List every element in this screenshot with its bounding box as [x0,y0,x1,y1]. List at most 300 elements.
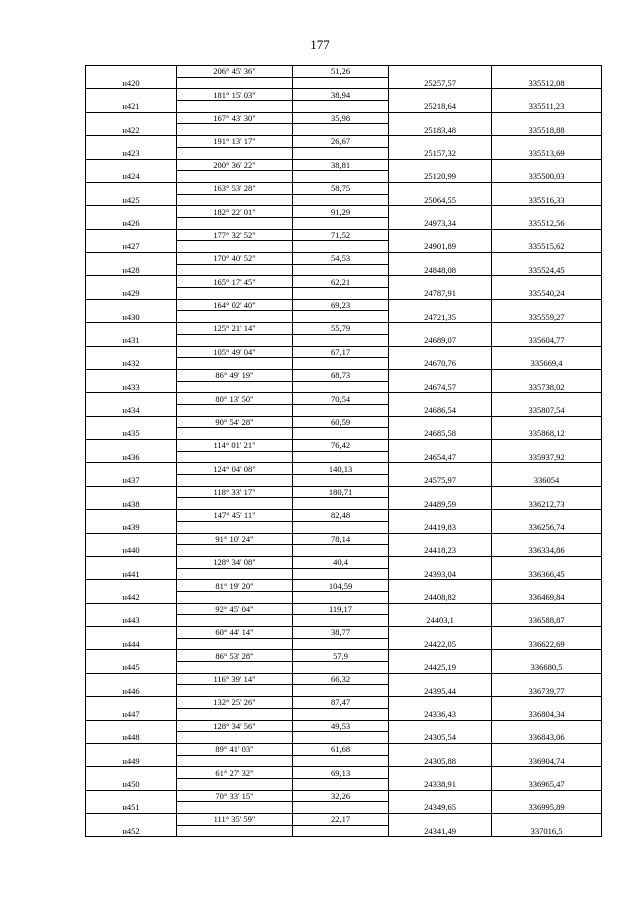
segment-length-cell: 51,26 [293,66,389,78]
segment-row [86,369,602,381]
point-name-cell: н424 [86,171,177,183]
empty-cell [492,673,602,685]
segment-length-cell: 35,98 [293,112,389,124]
empty-cell [177,615,293,627]
point-row [86,264,602,276]
empty-cell [177,475,293,487]
segment-length-cell: 38,81 [293,159,389,171]
empty-cell [86,510,177,522]
empty-cell [389,556,492,568]
empty-cell [389,720,492,732]
segment-length-cell: 60,59 [293,416,389,428]
empty-cell [293,662,389,674]
coordinate-y-cell: 337016,5 [492,825,602,837]
empty-cell [389,346,492,358]
point-row [86,591,602,603]
segment-length-cell: 67,17 [293,346,389,358]
empty-cell [492,603,602,615]
empty-cell [86,346,177,358]
empty-cell [293,568,389,580]
empty-cell [177,591,293,603]
point-name-cell: н420 [86,77,177,89]
empty-cell [492,229,602,241]
point-name-cell: н431 [86,334,177,346]
point-name-cell: н452 [86,825,177,837]
empty-cell [177,568,293,580]
empty-cell [293,194,389,206]
empty-cell [389,299,492,311]
empty-cell [86,603,177,615]
coordinate-x-cell: 24305,54 [389,732,492,744]
direction-angle-cell: 60° 44' 14" [177,627,293,639]
direction-angle-cell: 167° 43' 30" [177,112,293,124]
direction-angle-cell: 81° 19' 20" [177,580,293,592]
empty-cell [389,790,492,802]
empty-cell [492,440,602,452]
segment-row [86,510,602,522]
empty-cell [293,404,389,416]
segment-length-cell: 69,23 [293,299,389,311]
empty-cell [389,66,492,78]
coordinate-x-cell: 25064,55 [389,194,492,206]
segment-row [86,346,602,358]
coordinate-y-cell: 336366,45 [492,568,602,580]
segment-length-cell: 82,48 [293,510,389,522]
coordinate-y-cell: 336965,47 [492,778,602,790]
point-row [86,755,602,767]
segment-length-cell: 71,52 [293,229,389,241]
coordinate-x-cell: 24403,1 [389,615,492,627]
empty-cell [492,510,602,522]
point-name-cell: н439 [86,521,177,533]
point-row [86,615,602,627]
page-number: 177 [310,37,330,52]
point-name-cell: н444 [86,638,177,650]
coordinate-x-cell: 24901,89 [389,241,492,253]
empty-cell [293,241,389,253]
point-name-cell: н451 [86,802,177,814]
point-row [86,498,602,510]
empty-cell [492,253,602,265]
segment-length-cell: 119,17 [293,603,389,615]
point-name-cell: н423 [86,147,177,159]
empty-cell [177,288,293,300]
empty-cell [293,685,389,697]
empty-cell [389,182,492,194]
empty-cell [293,545,389,557]
coordinate-y-cell: 336739,77 [492,685,602,697]
coordinate-x-cell: 24338,91 [389,778,492,790]
empty-cell [293,802,389,814]
direction-angle-cell: 61° 27' 32" [177,767,293,779]
direction-angle-cell: 114° 01' 21" [177,440,293,452]
empty-cell [86,66,177,78]
empty-cell [177,77,293,89]
point-name-cell: н437 [86,475,177,487]
segment-row [86,463,602,475]
point-name-cell: н429 [86,288,177,300]
coordinate-y-cell: 335511,23 [492,101,602,113]
empty-cell [389,580,492,592]
coordinate-y-cell: 335807,54 [492,404,602,416]
segment-length-cell: 87,47 [293,697,389,709]
segment-length-cell: 26,67 [293,136,389,148]
segment-row [86,182,602,194]
point-row [86,732,602,744]
empty-cell [389,767,492,779]
segment-length-cell: 70,54 [293,393,389,405]
empty-cell [389,486,492,498]
empty-cell [492,346,602,358]
coordinate-x-cell: 24419,83 [389,521,492,533]
segment-length-cell: 61,68 [293,743,389,755]
point-row [86,241,602,253]
empty-cell [293,147,389,159]
segment-length-cell: 55,79 [293,323,389,335]
coordinate-x-cell: 24686,54 [389,404,492,416]
segment-length-cell: 180,71 [293,486,389,498]
empty-cell [389,743,492,755]
segment-row [86,112,602,124]
segment-length-cell: 40,4 [293,556,389,568]
direction-angle-cell: 89° 41' 03" [177,743,293,755]
point-name-cell: н445 [86,662,177,674]
coordinate-x-cell: 24685,58 [389,428,492,440]
empty-cell [293,381,389,393]
empty-cell [389,533,492,545]
point-row [86,428,602,440]
segment-length-cell: 66,32 [293,673,389,685]
coordinate-x-cell: 24408,82 [389,591,492,603]
empty-cell [293,732,389,744]
point-row [86,194,602,206]
point-row [86,311,602,323]
segment-row [86,580,602,592]
coordinate-y-cell: 336212,73 [492,498,602,510]
empty-cell [293,475,389,487]
direction-angle-cell: 91° 10' 24" [177,533,293,545]
direction-angle-cell: 70° 33' 15" [177,790,293,802]
point-name-cell: н422 [86,124,177,136]
empty-cell [492,66,602,78]
segment-row [86,253,602,265]
segment-row [86,767,602,779]
coordinate-x-cell: 24489,59 [389,498,492,510]
empty-cell [492,182,602,194]
segment-row [86,673,602,685]
empty-cell [492,89,602,101]
empty-cell [177,404,293,416]
coordinate-y-cell: 336804,34 [492,708,602,720]
coordinate-y-cell: 335516,33 [492,194,602,206]
point-name-cell: н432 [86,358,177,370]
direction-angle-cell: 191° 13' 17" [177,136,293,148]
point-row [86,124,602,136]
empty-cell [177,334,293,346]
empty-cell [492,159,602,171]
segment-length-cell: 68,73 [293,369,389,381]
point-row [86,778,602,790]
coordinate-y-cell: 335559,27 [492,311,602,323]
direction-angle-cell: 92° 45' 04" [177,603,293,615]
coordinate-y-cell: 335540,24 [492,288,602,300]
point-name-cell: н447 [86,708,177,720]
direction-angle-cell: 111° 35' 59" [177,814,293,826]
empty-cell [177,662,293,674]
coordinate-y-cell: 336334,86 [492,545,602,557]
empty-cell [86,440,177,452]
empty-cell [177,498,293,510]
empty-cell [177,778,293,790]
empty-cell [177,428,293,440]
segment-row [86,650,602,662]
segment-length-cell: 57,9 [293,650,389,662]
empty-cell [389,369,492,381]
empty-cell [293,264,389,276]
point-name-cell: н438 [86,498,177,510]
segment-row [86,440,602,452]
coordinate-y-cell: 335512,56 [492,217,602,229]
point-name-cell: н441 [86,568,177,580]
empty-cell [389,627,492,639]
empty-cell [86,369,177,381]
empty-cell [177,685,293,697]
coordinate-y-cell: 336469,84 [492,591,602,603]
coordinate-y-cell: 336995,89 [492,802,602,814]
empty-cell [177,732,293,744]
segment-row [86,486,602,498]
point-name-cell: н433 [86,381,177,393]
coordinate-x-cell: 25218,64 [389,101,492,113]
segment-length-cell: 76,42 [293,440,389,452]
empty-cell [293,451,389,463]
coordinate-x-cell: 24336,43 [389,708,492,720]
segment-length-cell: 58,75 [293,182,389,194]
empty-cell [293,77,389,89]
direction-angle-cell: 90° 54' 28" [177,416,293,428]
empty-cell [86,112,177,124]
empty-cell [389,136,492,148]
segment-row [86,66,602,78]
empty-cell [86,814,177,826]
coordinate-x-cell: 25120,99 [389,171,492,183]
empty-cell [389,463,492,475]
direction-angle-cell: 165° 17' 45" [177,276,293,288]
segment-length-cell: 62,21 [293,276,389,288]
coordinate-y-cell: 335500,03 [492,171,602,183]
empty-cell [177,171,293,183]
empty-cell [177,358,293,370]
point-row [86,662,602,674]
empty-cell [86,556,177,568]
coordinate-x-cell: 24670,76 [389,358,492,370]
segment-row [86,323,602,335]
empty-cell [293,755,389,767]
direction-angle-cell: 163° 53' 28" [177,182,293,194]
empty-cell [389,276,492,288]
coordinate-x-cell: 25183,48 [389,124,492,136]
empty-cell [389,440,492,452]
empty-cell [492,323,602,335]
point-row [86,101,602,113]
empty-cell [86,486,177,498]
point-name-cell: н435 [86,428,177,440]
empty-cell [293,778,389,790]
segment-length-cell: 38,77 [293,627,389,639]
segment-row [86,533,602,545]
empty-cell [177,124,293,136]
segment-length-cell: 38,94 [293,89,389,101]
empty-cell [177,217,293,229]
segment-length-cell: 54,53 [293,253,389,265]
empty-cell [389,416,492,428]
empty-cell [86,299,177,311]
empty-cell [86,743,177,755]
empty-cell [389,673,492,685]
empty-cell [492,416,602,428]
segment-row [86,276,602,288]
direction-angle-cell: 118° 33' 17" [177,486,293,498]
empty-cell [86,767,177,779]
direction-angle-cell: 128° 34' 08" [177,556,293,568]
coordinate-x-cell: 24575,97 [389,475,492,487]
empty-cell [389,253,492,265]
empty-cell [492,299,602,311]
coordinate-y-cell: 335868,12 [492,428,602,440]
empty-cell [177,708,293,720]
empty-cell [389,159,492,171]
point-row [86,381,602,393]
point-name-cell: н443 [86,615,177,627]
empty-cell [293,334,389,346]
empty-cell [293,171,389,183]
empty-cell [177,825,293,837]
empty-cell [389,650,492,662]
empty-cell [86,650,177,662]
coordinate-y-cell: 335515,62 [492,241,602,253]
empty-cell [86,580,177,592]
empty-cell [177,521,293,533]
empty-cell [86,136,177,148]
segment-row [86,159,602,171]
segment-length-cell: 91,29 [293,206,389,218]
empty-cell [492,650,602,662]
coordinates-table-body [86,66,602,837]
direction-angle-cell: 181° 15' 03" [177,89,293,101]
point-name-cell: н442 [86,591,177,603]
empty-cell [86,159,177,171]
empty-cell [492,486,602,498]
coordinate-x-cell: 24422,05 [389,638,492,650]
point-name-cell: н440 [86,545,177,557]
empty-cell [492,393,602,405]
empty-cell [492,533,602,545]
point-name-cell: н430 [86,311,177,323]
point-row [86,521,602,533]
empty-cell [177,802,293,814]
coordinate-y-cell: 336622,69 [492,638,602,650]
coordinate-y-cell: 335738,02 [492,381,602,393]
coordinate-y-cell: 336256,74 [492,521,602,533]
empty-cell [389,229,492,241]
segment-length-cell: 78,14 [293,533,389,545]
coordinate-x-cell: 24721,35 [389,311,492,323]
coordinate-x-cell: 24674,57 [389,381,492,393]
point-row [86,288,602,300]
point-row [86,334,602,346]
empty-cell [86,393,177,405]
coordinate-x-cell: 24689,07 [389,334,492,346]
coordinate-y-cell: 335669,4 [492,358,602,370]
point-row [86,638,602,650]
empty-cell [492,790,602,802]
empty-cell [86,229,177,241]
segment-row [86,556,602,568]
coordinate-x-cell: 24341,49 [389,825,492,837]
point-name-cell: н427 [86,241,177,253]
segment-row [86,720,602,732]
empty-cell [86,253,177,265]
empty-cell [492,720,602,732]
point-name-cell: н448 [86,732,177,744]
coordinate-y-cell: 336588,87 [492,615,602,627]
empty-cell [86,720,177,732]
empty-cell [389,112,492,124]
empty-cell [177,381,293,393]
segment-length-cell: 140,13 [293,463,389,475]
empty-cell [86,533,177,545]
empty-cell [492,743,602,755]
point-name-cell: н446 [86,685,177,697]
point-name-cell: н434 [86,404,177,416]
point-name-cell: н449 [86,755,177,767]
point-row [86,802,602,814]
empty-cell [86,182,177,194]
empty-cell [293,358,389,370]
empty-cell [293,615,389,627]
empty-cell [492,112,602,124]
direction-angle-cell: 128° 34' 56" [177,720,293,732]
segment-length-cell: 104,59 [293,580,389,592]
point-row [86,568,602,580]
segment-length-cell: 32,26 [293,790,389,802]
coordinate-x-cell: 24393,04 [389,568,492,580]
coordinate-y-cell: 335513,69 [492,147,602,159]
empty-cell [177,311,293,323]
coordinates-table [85,65,602,837]
point-row [86,77,602,89]
empty-cell [177,101,293,113]
empty-cell [177,241,293,253]
coordinate-y-cell: 335604,77 [492,334,602,346]
point-row [86,171,602,183]
empty-cell [492,767,602,779]
segment-length-cell: 22,17 [293,814,389,826]
direction-angle-cell: 116° 39' 14" [177,673,293,685]
empty-cell [389,89,492,101]
point-name-cell: н428 [86,264,177,276]
empty-cell [389,697,492,709]
empty-cell [492,580,602,592]
segment-row [86,790,602,802]
direction-angle-cell: 124° 04' 08" [177,463,293,475]
empty-cell [177,147,293,159]
coordinate-y-cell: 335524,45 [492,264,602,276]
segment-row [86,299,602,311]
empty-cell [492,556,602,568]
empty-cell [293,124,389,136]
empty-cell [389,603,492,615]
